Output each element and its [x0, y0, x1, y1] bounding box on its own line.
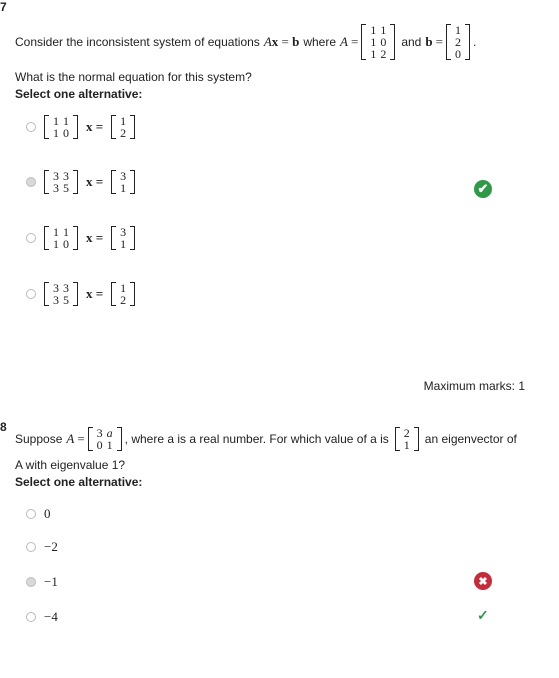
cross-circle-icon: ✖: [474, 572, 492, 590]
q2-option-3[interactable]: [26, 574, 58, 590]
option-matrix: [44, 170, 78, 194]
matrix-entry: 2: [454, 35, 461, 49]
matrix-entry: 2: [120, 126, 127, 140]
matrix-entry: 3: [120, 169, 127, 183]
option-vector: [111, 226, 135, 250]
matrix-entry: 1: [53, 126, 59, 140]
matrix-entry: 3: [53, 293, 59, 307]
matrix-entry: 0: [454, 47, 461, 61]
q2-option-2[interactable]: [26, 539, 58, 555]
matrix-entry: 0: [63, 237, 69, 251]
radio-button-selected[interactable]: [26, 577, 36, 587]
q1-statement: Consider the inconsistent system of equations Ax = b where A = 1 1 1 0 1 2 and b = 1 2 0 .: [15, 23, 477, 61]
option-matrix: [44, 115, 78, 139]
A-label: A: [66, 431, 75, 446]
middle-text: , where a is a real number. For which value of a is: [124, 432, 389, 446]
question-number: 8: [0, 420, 7, 434]
radio-button[interactable]: [26, 509, 36, 519]
matrix-entry: 5: [63, 181, 69, 195]
b-label: b: [425, 34, 433, 49]
option-label: −4: [44, 609, 58, 624]
q1-option-2[interactable]: [26, 170, 135, 194]
matrix-entry: 3: [120, 225, 127, 239]
eq-A: A: [263, 34, 272, 49]
matrix-entry: 1: [63, 225, 69, 239]
q1-option-3[interactable]: [26, 226, 135, 250]
q2-line2: A with eigenvalue 1?: [15, 458, 126, 472]
where-text: where: [303, 35, 337, 49]
q2-option-4[interactable]: [26, 609, 58, 625]
radio-button[interactable]: [26, 542, 36, 552]
matrix-entry: 1: [63, 114, 69, 128]
radio-button[interactable]: [26, 233, 36, 243]
eq-equals: =: [281, 34, 289, 49]
radio-button[interactable]: [26, 612, 36, 622]
matrix-entry: 3: [53, 169, 59, 183]
matrix-entry: 1: [53, 114, 59, 128]
matrix-entry: 3: [63, 281, 69, 295]
check-circle-icon: ✔: [474, 180, 492, 198]
radio-button[interactable]: [26, 122, 36, 132]
x-equals: x =: [86, 230, 104, 245]
matrix-entry: 1: [53, 237, 59, 251]
option-vector: [111, 282, 135, 306]
A-matrix: [361, 24, 395, 60]
matrix-entry: 1: [120, 181, 127, 195]
matrix-entry: 1: [120, 114, 127, 128]
q1-question: What is the normal equation for this system?: [15, 70, 252, 84]
matrix-entry: 5: [63, 293, 69, 307]
and-text: and: [401, 35, 422, 49]
radio-button-selected[interactable]: [26, 177, 36, 187]
period: .: [472, 35, 477, 49]
tail-text: an eigenvector of: [424, 432, 517, 446]
matrix-entry: 2: [403, 426, 410, 440]
option-label: 0: [44, 506, 51, 521]
matrix-entry: 1: [380, 23, 387, 37]
x-equals: x =: [86, 174, 104, 189]
matrix-entry: a: [106, 426, 113, 440]
option-label: −2: [44, 539, 58, 554]
q1-instruction: Select one alternative:: [15, 87, 143, 101]
eq-b: b: [292, 34, 300, 49]
q2-option-1[interactable]: [26, 506, 51, 522]
matrix-entry: 1: [120, 281, 127, 295]
A-matrix: [88, 427, 122, 451]
eigen-vector: [395, 427, 419, 451]
option-vector: [111, 170, 135, 194]
q1-option-4[interactable]: [26, 282, 135, 306]
matrix-entry: 1: [120, 237, 127, 251]
suppose-text: Suppose: [15, 432, 63, 446]
A-label: A: [340, 34, 348, 49]
matrix-entry: 1: [370, 47, 377, 61]
option-matrix: [44, 226, 78, 250]
matrix-entry: 1: [454, 23, 461, 37]
matrix-entry: 1: [403, 438, 410, 452]
question-number: 7: [0, 0, 7, 14]
b-vector: [446, 24, 470, 60]
matrix-entry: 1: [370, 23, 377, 37]
matrix-entry: 0: [96, 438, 103, 452]
q1-option-1[interactable]: [26, 115, 135, 139]
matrix-entry: 3: [53, 181, 59, 195]
matrix-entry: 2: [120, 293, 127, 307]
check-icon: ✓: [477, 607, 489, 623]
matrix-entry: 1: [370, 35, 377, 49]
max-marks: Maximum marks: 1: [423, 379, 525, 393]
matrix-entry: 0: [380, 35, 387, 49]
x-equals: x =: [86, 286, 104, 301]
matrix-entry: 1: [106, 438, 113, 452]
radio-button[interactable]: [26, 289, 36, 299]
matrix-entry: 3: [53, 281, 59, 295]
option-label: −1: [44, 574, 58, 589]
x-equals: x =: [86, 119, 104, 134]
matrix-entry: 1: [53, 225, 59, 239]
equation-Ax-b: [264, 34, 300, 50]
option-vector: [111, 115, 135, 139]
q2-instruction: Select one alternative:: [15, 475, 143, 489]
matrix-entry: 3: [96, 426, 103, 440]
option-matrix: [44, 282, 78, 306]
matrix-entry: 2: [380, 47, 387, 61]
eq-x: x: [271, 34, 279, 49]
matrix-entry: 0: [63, 126, 69, 140]
matrix-entry: 3: [63, 169, 69, 183]
q2-statement: Suppose A = 3 a 0 1 , where a is a real number. For which value of a is 2 1 an eigenvector of: [15, 426, 517, 452]
q1-prompt: Consider the inconsistent system of equations: [15, 35, 260, 49]
